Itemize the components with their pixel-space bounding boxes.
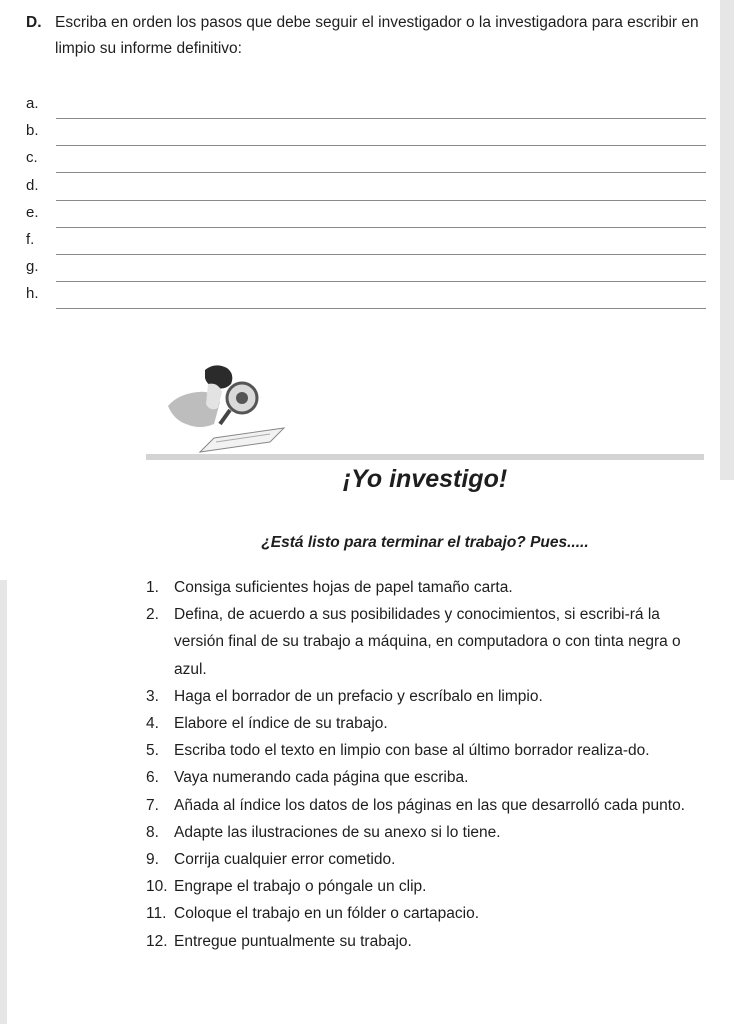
question-letter: D. bbox=[26, 14, 42, 31]
step-text: Elabore el índice de su trabajo. bbox=[174, 715, 388, 733]
eye-shape bbox=[236, 392, 248, 404]
answer-line[interactable] bbox=[26, 230, 706, 257]
step-text: Vaya numerando cada página que escriba. bbox=[174, 769, 469, 787]
step-text: Consiga suficientes hojas de papel tamaño carta. bbox=[174, 579, 513, 596]
step-text: Defina, de acuerdo a sus posibilidades y conocimientos, si escribi-rá la versión final de su trabajo a máquina, en computadora o con tinta negra o azul. bbox=[174, 606, 681, 678]
section-title: ¡Yo investigo! bbox=[342, 465, 508, 493]
step-text: Haga el borrador de un prefacio y escríbalo en limpio. bbox=[174, 687, 543, 705]
answer-lines bbox=[26, 94, 706, 312]
answer-line[interactable] bbox=[26, 121, 706, 148]
answer-line-label: g. bbox=[26, 258, 39, 276]
answer-line-rule bbox=[56, 308, 706, 309]
answer-line-rule bbox=[56, 254, 706, 255]
answer-line-label: b. bbox=[26, 122, 39, 140]
answer-line[interactable] bbox=[26, 94, 706, 121]
step-number: 4. bbox=[146, 715, 159, 733]
answer-line-label: c. bbox=[26, 149, 38, 167]
step-number: 10. bbox=[146, 878, 168, 896]
section-subtitle: ¿Está listo para terminar el trabajo? Pues..... bbox=[261, 534, 589, 551]
step-item bbox=[146, 873, 706, 900]
step-text: Adapte las ilustraciones de su anexo si lo tiene. bbox=[174, 823, 501, 841]
step-item bbox=[146, 900, 706, 927]
answer-line-label: f. bbox=[26, 230, 35, 248]
step-number: 7. bbox=[146, 796, 159, 814]
answer-line-rule bbox=[56, 200, 706, 201]
step-text: Engrape el trabajo o póngale un clip. bbox=[174, 878, 427, 896]
step-item bbox=[146, 601, 706, 683]
answer-line[interactable] bbox=[26, 257, 706, 284]
step-item bbox=[146, 683, 706, 710]
step-item bbox=[146, 764, 706, 791]
page-edge-shadow-right bbox=[720, 0, 734, 480]
answer-line-rule bbox=[56, 172, 706, 173]
step-text: Entregue puntualmente su trabajo. bbox=[174, 932, 412, 950]
page-edge-shadow-left bbox=[0, 580, 7, 1024]
question-d bbox=[26, 10, 716, 62]
answer-line[interactable] bbox=[26, 176, 706, 203]
steps-list bbox=[146, 574, 706, 955]
answer-line-rule bbox=[56, 118, 706, 119]
step-item bbox=[146, 737, 706, 764]
step-text: Escriba todo el texto en limpio con base al último borrador realiza-do. bbox=[174, 742, 650, 760]
step-number: 8. bbox=[146, 823, 159, 841]
step-number: 2. bbox=[146, 606, 159, 624]
answer-line[interactable] bbox=[26, 284, 706, 311]
investigator-magnifier-illustration bbox=[160, 362, 290, 454]
step-number: 1. bbox=[146, 579, 159, 596]
magnifier-handle bbox=[220, 410, 230, 424]
step-item bbox=[146, 846, 706, 873]
step-item bbox=[146, 574, 706, 601]
answer-line-label: e. bbox=[26, 203, 39, 221]
answer-line[interactable] bbox=[26, 148, 706, 175]
step-number: 12. bbox=[146, 932, 168, 950]
paper-shape bbox=[200, 428, 284, 452]
step-text: Añada al índice los datos de los páginas en las que desarrolló cada punto. bbox=[174, 796, 685, 814]
step-item bbox=[146, 792, 706, 819]
step-item bbox=[146, 819, 706, 846]
answer-line-rule bbox=[56, 281, 706, 282]
step-item bbox=[146, 710, 706, 737]
step-number: 11. bbox=[146, 905, 167, 923]
step-number: 3. bbox=[146, 687, 159, 705]
section-divider-bar bbox=[146, 454, 704, 460]
step-number: 5. bbox=[146, 742, 159, 760]
answer-line-rule bbox=[56, 227, 706, 228]
step-text: Coloque el trabajo en un fólder o cartapacio. bbox=[174, 905, 480, 923]
answer-line-label: d. bbox=[26, 176, 39, 194]
answer-line-label: a. bbox=[26, 95, 39, 112]
step-number: 6. bbox=[146, 769, 159, 787]
answer-line[interactable] bbox=[26, 203, 706, 230]
step-number: 9. bbox=[146, 851, 159, 869]
question-text: Escriba en orden los pasos que debe seguir el investigador o la investigadora para escribir en limpio su informe definitivo: bbox=[55, 14, 699, 57]
step-item bbox=[146, 928, 706, 955]
answer-line-label: h. bbox=[26, 285, 39, 303]
answer-line-rule bbox=[56, 145, 706, 146]
step-text: Corrija cualquier error cometido. bbox=[174, 851, 396, 869]
